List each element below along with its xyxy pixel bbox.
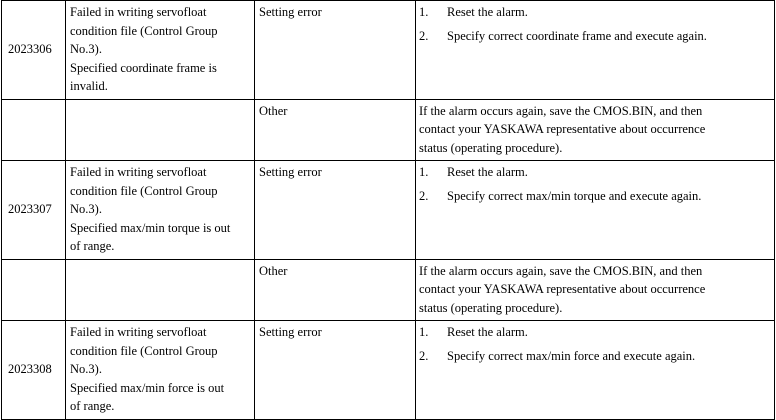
cause-line: of range. (70, 399, 115, 413)
remedy-step (419, 347, 771, 366)
error-type: Setting error (255, 1, 416, 100)
cause-line: No.3). (70, 362, 102, 376)
remedy-step (419, 187, 771, 206)
error-type: Other (255, 99, 416, 161)
cause-line: Failed in writing servofloat (70, 5, 207, 19)
remedy (416, 259, 775, 321)
remedy (416, 161, 775, 260)
alarm-code (2, 259, 66, 321)
step-number: 1. (419, 325, 429, 339)
remedy-line: contact your YASKAWA representative about occurrence (419, 282, 706, 296)
remedy-text (419, 262, 771, 318)
remedy-steps (419, 163, 771, 205)
cause-line: invalid. (70, 79, 108, 93)
step-text: Reset the alarm. (447, 325, 528, 339)
table-row (2, 321, 775, 420)
cause-line: of range. (70, 239, 115, 253)
cause-line: Specified max/min torque is out (70, 220, 231, 235)
alarm-code: 2023307 (2, 161, 66, 260)
error-type: Setting error (255, 321, 416, 420)
cause-line: No.3). (70, 202, 102, 216)
cause-line: condition file (Control Group (70, 183, 218, 198)
remedy-step (419, 3, 771, 22)
alarm-cause (66, 99, 255, 161)
step-number: 1. (419, 5, 429, 19)
step-number: 2. (419, 188, 429, 203)
remedy-step (419, 27, 771, 46)
remedy-text (419, 102, 771, 158)
table-row (2, 259, 775, 321)
error-type: Other (255, 259, 416, 321)
alarm-code: 2023308 (2, 321, 66, 420)
step-text: Specify correct max/min force and execute again. (447, 348, 696, 363)
step-number: 2. (419, 28, 429, 43)
alarm-table (1, 0, 775, 420)
table-row (2, 99, 775, 161)
step-number: 1. (419, 165, 429, 179)
step-text: Specify correct max/min torque and execute again. (447, 188, 702, 203)
step-text: Reset the alarm. (447, 165, 528, 179)
table-row (2, 161, 775, 260)
cause-line: Specified max/min force is out (70, 380, 225, 395)
alarm-code (2, 99, 66, 161)
cause-line: condition file (Control Group (70, 343, 218, 358)
alarm-code: 2023306 (2, 1, 66, 100)
step-number: 2. (419, 348, 429, 363)
cause-line: No.3). (70, 42, 102, 56)
remedy (416, 1, 775, 100)
remedy-line: If the alarm occurs again, save the CMOS.BIN, and then (419, 263, 703, 278)
remedy-step (419, 163, 771, 182)
remedy-line: If the alarm occurs again, save the CMOS.BIN, and then (419, 103, 703, 118)
alarm-cause (66, 321, 255, 420)
table-row (2, 1, 775, 100)
remedy-line: status (operating procedure). (419, 140, 563, 155)
remedy (416, 321, 775, 420)
cause-line: Failed in writing servofloat (70, 325, 207, 339)
remedy-steps (419, 3, 771, 45)
alarm-cause (66, 259, 255, 321)
error-type: Setting error (255, 161, 416, 260)
remedy-line: contact your YASKAWA representative about occurrence (419, 122, 706, 136)
remedy-line: status (operating procedure). (419, 300, 563, 315)
alarm-cause (66, 161, 255, 260)
cause-line: Specified coordinate frame is (70, 60, 217, 75)
cause-line: condition file (Control Group (70, 23, 218, 38)
remedy (416, 99, 775, 161)
step-text: Reset the alarm. (447, 5, 528, 19)
remedy-steps (419, 323, 771, 365)
step-text: Specify correct coordinate frame and execute again. (447, 28, 707, 43)
alarm-cause (66, 1, 255, 100)
cause-line: Failed in writing servofloat (70, 165, 207, 179)
remedy-step (419, 323, 771, 342)
